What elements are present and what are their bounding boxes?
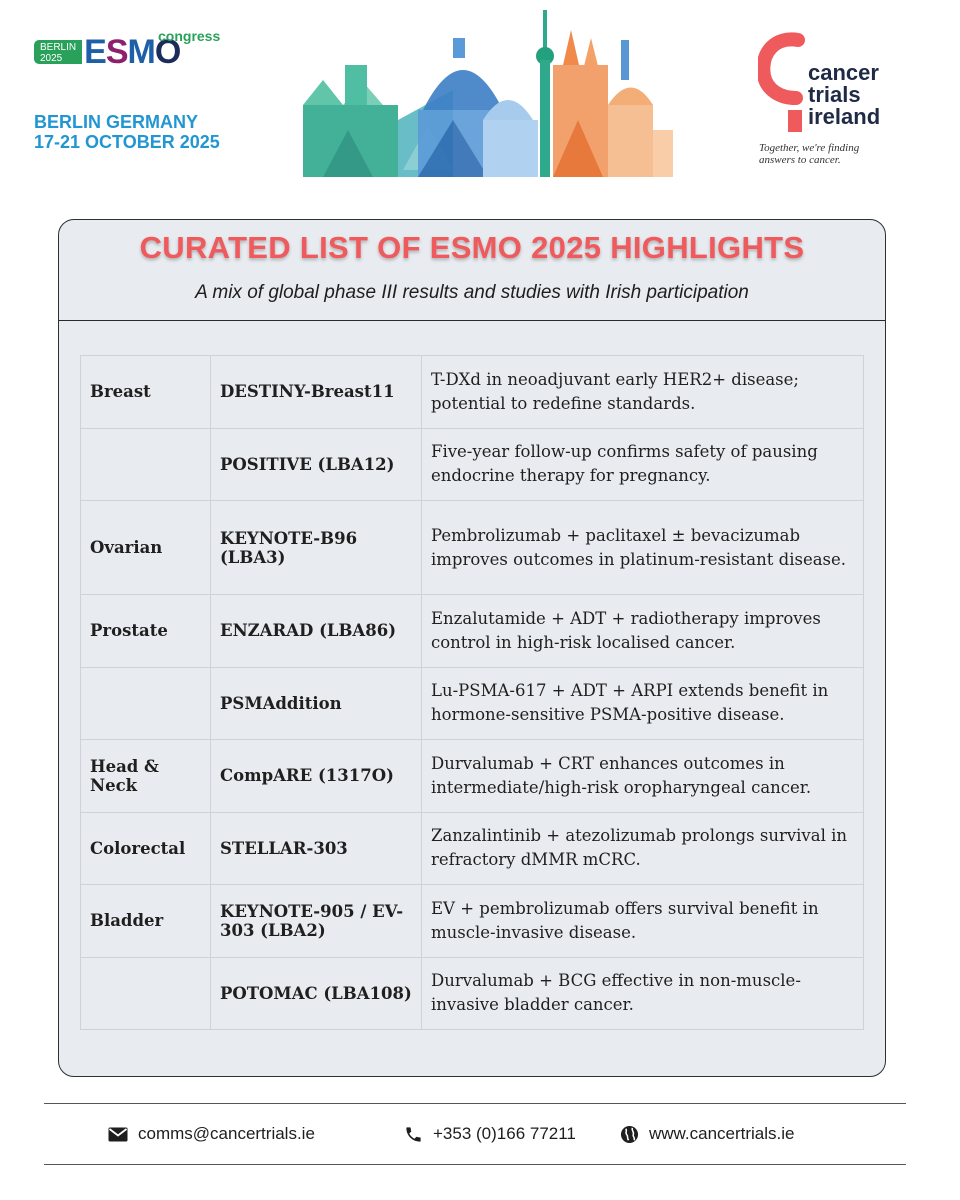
table-row bbox=[81, 501, 864, 595]
table-row bbox=[81, 812, 864, 885]
cell-category: Bladder bbox=[81, 885, 211, 958]
cell-category bbox=[81, 957, 211, 1030]
cell-category bbox=[81, 428, 211, 501]
cell-summary: Lu-PSMA-617 + ADT + ARPI extends benefit in hormone-sensitive PSMA-positive disease. bbox=[422, 667, 864, 740]
cell-summary: EV + pembrolizumab offers survival benefit in muscle-invasive disease. bbox=[422, 885, 864, 958]
esmo-congress-logo bbox=[34, 30, 274, 160]
cti-wordmark bbox=[808, 62, 880, 128]
skyline-dome bbox=[608, 88, 653, 106]
esmo-berlin-line1: BERLIN bbox=[40, 41, 77, 53]
cti-arc bbox=[763, 39, 798, 98]
highlights-card bbox=[58, 219, 886, 1077]
skyline-lantern bbox=[453, 38, 465, 58]
cti-symbol-icon bbox=[758, 32, 808, 142]
cell-category: Breast bbox=[81, 356, 211, 429]
skyline-spire bbox=[563, 30, 579, 65]
skyline-facet bbox=[303, 80, 343, 105]
esmo-letter-s: S bbox=[105, 33, 128, 71]
esmo-letter-m: M bbox=[127, 33, 155, 71]
skyline-tower-shaft bbox=[540, 60, 550, 177]
skyline-tower-antenna bbox=[543, 10, 547, 50]
highlights-table bbox=[80, 355, 864, 1030]
footer-website[interactable] bbox=[620, 1124, 795, 1144]
cell-trial: DESTINY-Breast11 bbox=[211, 356, 422, 429]
cti-tagline-line2: answers to cancer. bbox=[759, 154, 841, 166]
skyline-building bbox=[608, 105, 653, 177]
skyline-building bbox=[653, 130, 673, 177]
cell-summary: T-DXd in neoadjuvant early HER2+ disease; potential to redefine standards. bbox=[422, 356, 864, 429]
skyline-dome bbox=[423, 70, 503, 110]
phone-icon bbox=[404, 1125, 423, 1144]
footer-divider-top bbox=[44, 1103, 906, 1104]
card-subtitle: A mix of global phase III results and studies with Irish participation bbox=[195, 282, 749, 303]
cell-summary: Enzalutamide + ADT + radiotherapy improves control in high-risk localised cancer. bbox=[422, 595, 864, 668]
cell-summary: Five-year follow-up confirms safety of pausing endocrine therapy for pregnancy. bbox=[422, 428, 864, 501]
website-link[interactable]: www.cancertrials.ie bbox=[649, 1124, 795, 1143]
cell-trial: CompARE (1317O) bbox=[211, 740, 422, 813]
berlin-skyline-illustration bbox=[303, 10, 673, 178]
email-link[interactable]: comms@cancertrials.ie bbox=[138, 1124, 315, 1143]
cell-trial: POSITIVE (LBA12) bbox=[211, 428, 422, 501]
table-row bbox=[81, 740, 864, 813]
table-row bbox=[81, 885, 864, 958]
skyline-building bbox=[483, 120, 538, 177]
cell-trial: KEYNOTE-B96 (LBA3) bbox=[211, 501, 422, 595]
esmo-letter-o: O bbox=[154, 33, 181, 71]
cell-trial: POTOMAC (LBA108) bbox=[211, 957, 422, 1030]
globe-icon bbox=[620, 1125, 639, 1144]
skyline-column bbox=[621, 40, 629, 80]
cell-summary: Pembrolizumab + paclitaxel ± bevacizumab improves outcomes in platinum-resistant disease. bbox=[422, 501, 864, 595]
cell-category bbox=[81, 667, 211, 740]
cell-trial: ENZARAD (LBA86) bbox=[211, 595, 422, 668]
card-title: CURATED LIST OF ESMO 2025 HIGHLIGHTS bbox=[139, 230, 805, 265]
card-header bbox=[59, 220, 885, 321]
phone-number[interactable]: +353 (0)166 77211 bbox=[433, 1124, 576, 1143]
cell-trial: PSMAddition bbox=[211, 667, 422, 740]
cell-summary: Durvalumab + BCG effective in non-muscle-invasive bladder cancer. bbox=[422, 957, 864, 1030]
footer-phone[interactable] bbox=[404, 1124, 576, 1144]
esmo-berlin-badge bbox=[34, 40, 82, 64]
cell-category: Prostate bbox=[81, 595, 211, 668]
cti-dot bbox=[788, 110, 802, 132]
cell-trial: KEYNOTE-905 / EV-303 (LBA2) bbox=[211, 885, 422, 958]
cti-tagline-line1: Together, we're finding bbox=[759, 142, 860, 154]
table-row bbox=[81, 356, 864, 429]
esmo-congress-label: congress bbox=[158, 28, 221, 44]
cti-tagline bbox=[759, 142, 859, 166]
cti-word-ireland: ireland bbox=[808, 104, 881, 129]
esmo-location-dates bbox=[34, 112, 220, 152]
footer-divider-bottom bbox=[44, 1164, 906, 1165]
esmo-letter-e: E bbox=[84, 33, 106, 71]
cell-category: Ovarian bbox=[81, 501, 211, 595]
cell-category: Colorectal bbox=[81, 812, 211, 885]
table-row bbox=[81, 667, 864, 740]
mail-icon bbox=[108, 1127, 128, 1142]
cell-summary: Zanzalintinib + atezolizumab prolongs survival in refractory dMMR mCRC. bbox=[422, 812, 864, 885]
esmo-dates: 17-21 OCTOBER 2025 bbox=[34, 132, 220, 152]
footer-email[interactable] bbox=[108, 1124, 315, 1144]
table-row bbox=[81, 595, 864, 668]
cancer-trials-ireland-logo bbox=[758, 32, 928, 172]
cell-summary: Durvalumab + CRT enhances outcomes in intermediate/high-risk oropharyngeal cancer. bbox=[422, 740, 864, 813]
esmo-berlin-line2: 2025 bbox=[40, 52, 63, 64]
table-row bbox=[81, 957, 864, 1030]
cell-trial: STELLAR-303 bbox=[211, 812, 422, 885]
skyline-quadriga bbox=[345, 65, 367, 105]
esmo-location: BERLIN GERMANY bbox=[34, 112, 199, 132]
cell-category: Head & Neck bbox=[81, 740, 211, 813]
table-row bbox=[81, 428, 864, 501]
cti-word-trials: trials bbox=[808, 82, 861, 107]
cti-word-cancer: cancer bbox=[808, 60, 879, 85]
